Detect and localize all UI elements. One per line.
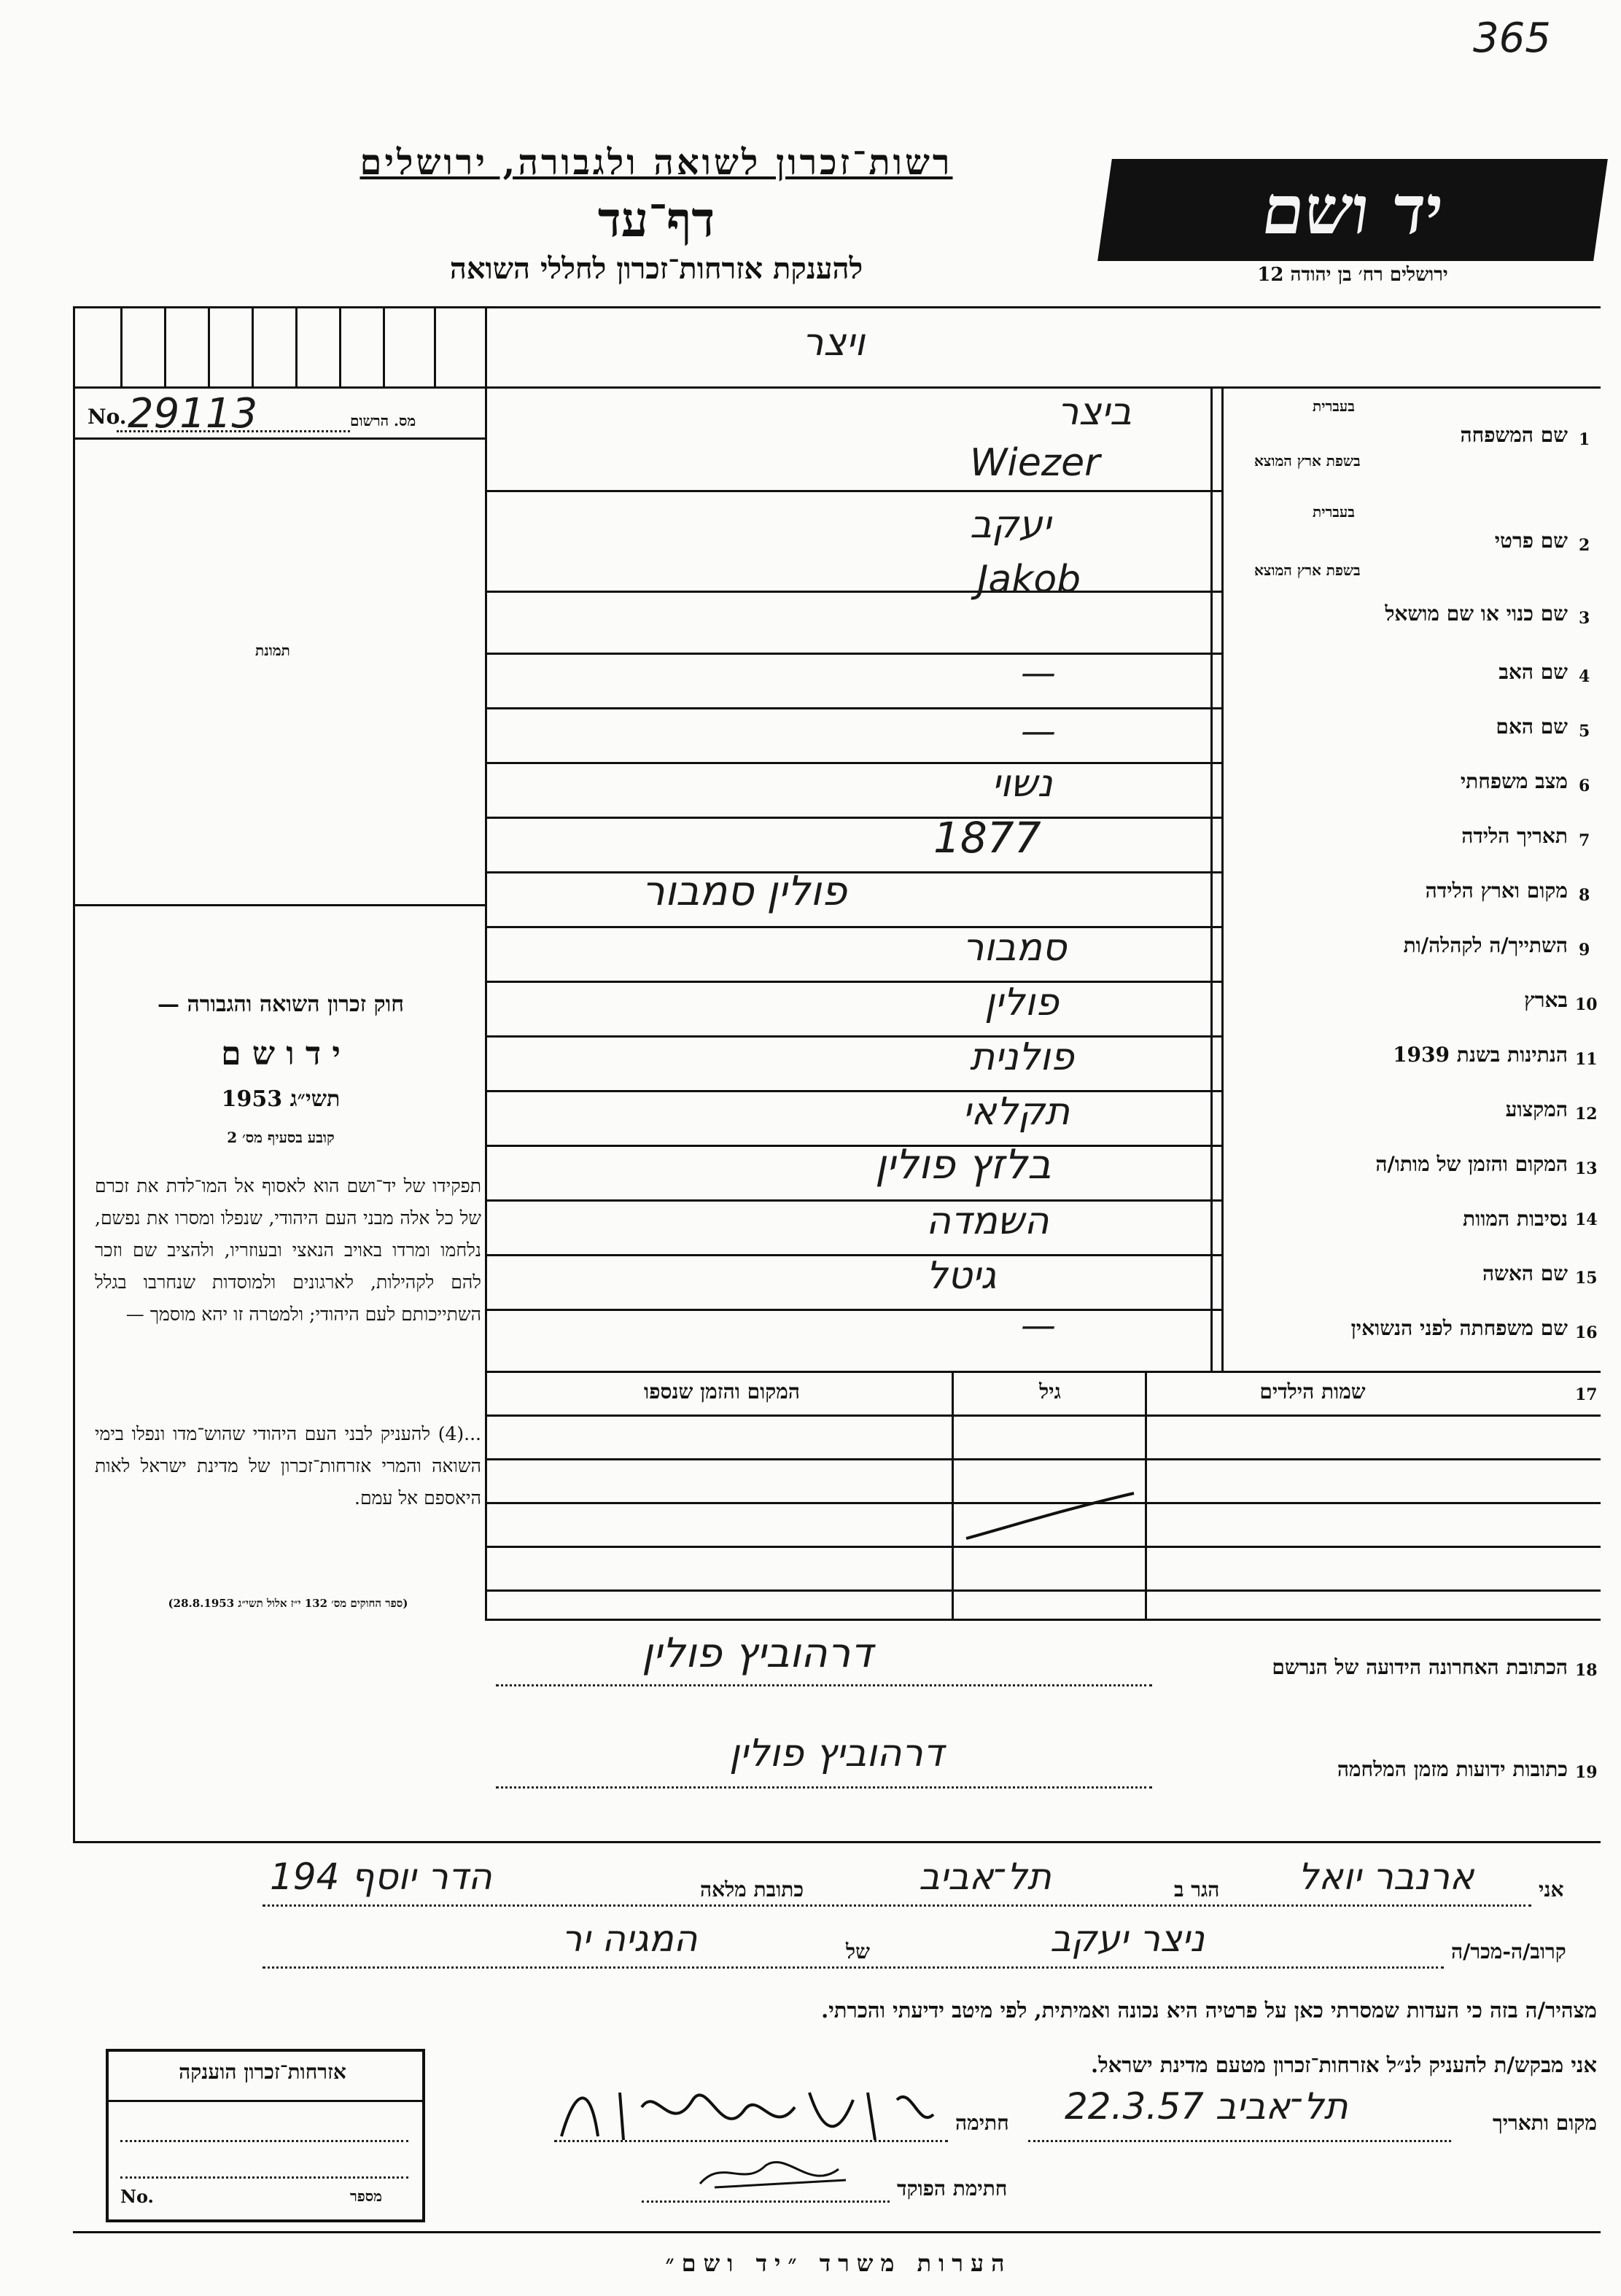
declarant-ani-label: אני bbox=[1539, 1877, 1564, 1902]
field-6-label: מצב משפחתי bbox=[1460, 769, 1568, 793]
relation-of-label: של bbox=[846, 1939, 870, 1964]
field-7-value: 1877 bbox=[933, 813, 1041, 863]
field-14-value: השמדה bbox=[926, 1199, 1049, 1243]
declarant-signature bbox=[554, 2071, 948, 2151]
field-11-label: הנתינות בשנת 1939 bbox=[1393, 1043, 1568, 1067]
declarant-lives-in-label: הגר ב bbox=[1174, 1877, 1220, 1902]
field-12-number: 12 bbox=[1575, 1105, 1598, 1124]
address-18-number: 18 bbox=[1575, 1661, 1598, 1680]
registration-heb-label: מס. הרשום bbox=[350, 412, 416, 429]
place-date-value: תל־אביב 22.3.57 bbox=[1065, 2085, 1348, 2128]
field-8-value: פולין סמבור bbox=[642, 868, 847, 915]
law-title: חוק זכרון השואה והגבורה — bbox=[158, 992, 404, 1017]
footer-remarks: הערות משרד ״יד ושם״ bbox=[665, 2249, 1012, 2277]
field-1-sub1: בעברית bbox=[1313, 397, 1355, 415]
field-4-label: שם האב bbox=[1498, 660, 1568, 684]
law-year: תשי״ג 1953 bbox=[221, 1086, 341, 1112]
field-9-value: סמבור bbox=[963, 926, 1067, 970]
granted-box-mispar: מספר bbox=[350, 2187, 382, 2205]
field-2-number: 2 bbox=[1579, 536, 1590, 555]
field-8-number: 8 bbox=[1579, 886, 1590, 905]
field-8-label: מקום וארץ הלידה bbox=[1425, 879, 1568, 903]
field-6-value: נשוי bbox=[992, 762, 1053, 806]
declarant-address-label: כתובת מלאה bbox=[700, 1877, 804, 1902]
address-19-label: כתובות ידועות מזמן המלחמה bbox=[1337, 1757, 1568, 1781]
request-text: אני מבקש/ת להעניק לנ״ל אזרחות־זכרון מטעם מדינת ישראל. bbox=[1091, 2052, 1597, 2077]
children-col-place: המקום והזמן שנספו bbox=[644, 1379, 800, 1404]
field-11-value: פולנית bbox=[970, 1035, 1074, 1079]
declarant-city-value: תל־אביב bbox=[919, 1856, 1051, 1898]
field-1-value: ביצר bbox=[1057, 390, 1132, 434]
signature-label: חתימה bbox=[955, 2111, 1009, 2135]
field-14-number: 14 bbox=[1575, 1210, 1598, 1229]
granted-box-no: No. bbox=[120, 2186, 154, 2207]
field-3-label: שם כנוי או שם מושאל bbox=[1385, 602, 1568, 626]
field-5-number: 5 bbox=[1579, 722, 1590, 741]
children-number: 17 bbox=[1575, 1385, 1598, 1404]
field-6-number: 6 bbox=[1579, 777, 1590, 795]
address-line: ירושלים רח׳ בן יהודה 12 bbox=[1257, 264, 1448, 286]
declarant-name-value: ארנבר יואל bbox=[1298, 1856, 1474, 1898]
field-15-label: שם האשה bbox=[1482, 1261, 1568, 1285]
field-15-number: 15 bbox=[1575, 1269, 1598, 1288]
field-9-number: 9 bbox=[1579, 941, 1590, 960]
field-5-label: שם האם bbox=[1496, 715, 1568, 739]
children-col-names: שמות הילדים bbox=[1259, 1379, 1366, 1404]
field-13-value: בלזץ פולין bbox=[875, 1141, 1051, 1188]
field-10-label: בארץ bbox=[1524, 988, 1568, 1012]
address-19-number: 19 bbox=[1575, 1763, 1598, 1782]
form-title: דף־עד bbox=[597, 191, 715, 248]
address-18-value: דרהוביץ פולין bbox=[642, 1630, 873, 1677]
children-col-age: גיל bbox=[1039, 1379, 1061, 1404]
address-18-label: הכתובת האחרונה הידועה של הנרשם bbox=[1272, 1655, 1568, 1679]
field-16-number: 16 bbox=[1575, 1323, 1598, 1342]
field-5-value: — bbox=[1021, 711, 1056, 752]
field-9-label: השתייך/ה לקהלה/ות bbox=[1403, 933, 1568, 957]
officer-signature bbox=[693, 2151, 860, 2195]
field-4-number: 4 bbox=[1579, 667, 1590, 686]
place-date-label: מקום ותאריך bbox=[1492, 2111, 1597, 2135]
declarant-address-value: הדר יוסף 194 bbox=[270, 1856, 492, 1898]
field-12-label: המקצוע bbox=[1505, 1097, 1568, 1121]
field-1-value-latin: Wiezer bbox=[970, 441, 1100, 485]
authority-title: רשות־זכרון לשואה ולגבורה, ירושלים bbox=[359, 142, 953, 183]
relation-value-2: המגיה יר bbox=[561, 1918, 698, 1960]
field-3-number: 3 bbox=[1579, 609, 1590, 628]
yad-vashem-logo: יד ושם bbox=[1097, 159, 1608, 261]
field-1-label: שם המשפחה bbox=[1460, 423, 1568, 447]
law-paragraph-1: תפקידו של יד־ושם הוא לאסוף אל המו־לדת את זכרם של כל אלה מבני העם היהודי, שנפלו ומסרו את נפשם, נלחמו ומרדו באויב הנאצי ובעוזריו, ולהציב שם וזכר להם לקהילות, לארגונים ולמוסדות שנחרבו בגלל השתייכותם לעם היהודי; ולמטרה זו יהא מוסמך — bbox=[95, 1175, 481, 1325]
field-10-number: 10 bbox=[1575, 995, 1598, 1014]
field-1-sub2: בשפת ארץ המוצא bbox=[1254, 452, 1361, 470]
top-name-value: ויצר bbox=[802, 321, 865, 365]
address-19-value: דרהוביץ פולין bbox=[729, 1732, 944, 1775]
children-cancel-stroke bbox=[963, 1487, 1138, 1546]
field-11-number: 11 bbox=[1575, 1050, 1598, 1069]
field-7-label: תאריך הלידה bbox=[1461, 824, 1568, 848]
field-4-value: — bbox=[1021, 653, 1056, 693]
law-name: י ד ו ש ם bbox=[221, 1035, 341, 1073]
officer-signature-label: חתימת הפוקד bbox=[897, 2176, 1008, 2200]
field-15-value: גיטל bbox=[926, 1254, 997, 1298]
field-16-label: שם משפחתה לפני הנשואין bbox=[1350, 1316, 1568, 1340]
granted-box-title: אזרחות־זכרון הוענקה bbox=[179, 2060, 346, 2084]
field-2-sub1: בעברית bbox=[1313, 503, 1355, 521]
field-14-label: נסיבות המוות bbox=[1463, 1207, 1568, 1231]
law-section: קובע בסעיף מס׳ 2 bbox=[227, 1129, 335, 1146]
field-2-value-latin: Jakob bbox=[977, 558, 1081, 602]
declaration-text: מצהיר/ה בזה כי העדות שמסרתי כאן על פרטיה היא נכונה ואמיתית, לפי מיטב ידיעתי והכרתי. bbox=[821, 1998, 1597, 2023]
field-10-value: פולין bbox=[984, 981, 1059, 1024]
law-paragraph-2: ...(4) להעניק לבני העם היהודי שהוש־מדו ונפלו בימי השואה והמרי אזרחות־זכרון של מדינת ישראל לאות היאספם אל עמם. bbox=[95, 1423, 481, 1509]
relation-label: קרוב/ה-מכר/ה bbox=[1451, 1939, 1566, 1964]
law-citation: (ספר החוקים מס׳ 132 י״ז אלול תשי״ג 28.8.1953) bbox=[168, 1597, 408, 1610]
registration-number: 29113 bbox=[128, 390, 258, 437]
photo-label: תמונת bbox=[255, 642, 290, 659]
field-16-value: — bbox=[1021, 1305, 1056, 1346]
field-13-number: 13 bbox=[1575, 1159, 1598, 1178]
registration-no-label: No. bbox=[88, 405, 127, 429]
field-2-label: שם פרטי bbox=[1494, 529, 1568, 553]
field-1-number: 1 bbox=[1579, 430, 1590, 449]
field-2-value: יעקב bbox=[970, 503, 1051, 547]
field-7-number: 7 bbox=[1579, 831, 1590, 850]
field-2-sub2: בשפת ארץ המוצא bbox=[1254, 561, 1361, 579]
field-13-label: המקום והזמן של מותו/ה bbox=[1375, 1152, 1568, 1176]
form-subtitle: להענקת אזרחות־זכרון לחללי השואה bbox=[449, 252, 863, 286]
field-12-value: תקלאי bbox=[963, 1090, 1070, 1134]
relation-value: ניצר יעקב bbox=[1050, 1918, 1205, 1960]
page-number: 365 bbox=[1473, 15, 1551, 62]
